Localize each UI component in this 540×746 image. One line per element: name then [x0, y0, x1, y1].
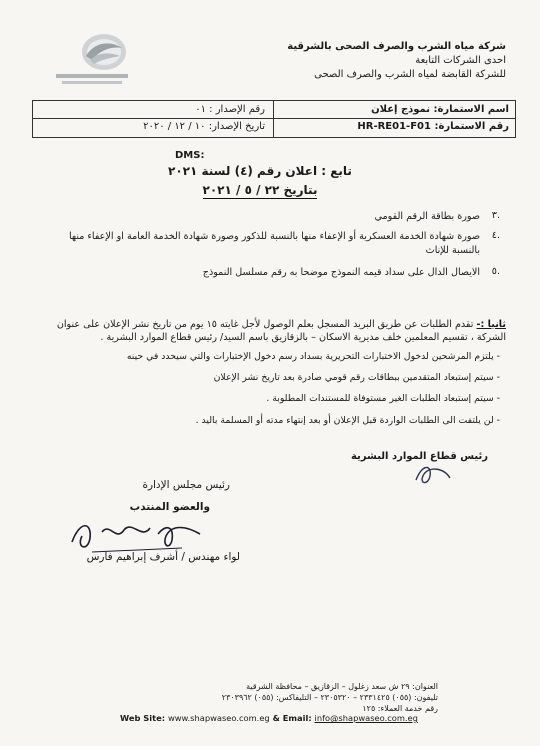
form-number: رقم الاستمارة: HR-RE01-F01: [357, 121, 509, 132]
list-item-number: ٥.: [491, 266, 500, 277]
form-name: اسم الاستمارة: نموذج إعلان: [371, 104, 509, 115]
section-two-text: تقدم الطلبات عن طريق البريد المسجل بعلم الوصول لأجل غايته ١٥ يوم من تاريخ نشر الإعلان على عنوان الشركة ، تقسيم المعلمين خلف مديرية الاسكان – بالزقازيق باسم السيد/ رئيس قطاع الموارد البشرية .: [56, 319, 506, 343]
list-item: صورة شهادة الخدمة العسكرية أو الإعفاء منها بالنسبة للذكور وصورة شهادة الخدمة العامة او الإعفاء منها بالنسبة للإناث: [68, 231, 480, 256]
issue-number: رقم الإصدار : ٠١: [195, 104, 265, 115]
dms-label: DMS:: [175, 150, 205, 161]
footer-hotline: رقم خدمة العملاء: ١٢٥: [362, 704, 438, 713]
issue-date: تاريخ الإصدار: ١٠ / ١٢ / ٢٠٢٠: [143, 121, 265, 132]
form-info-table: [32, 100, 516, 138]
bullet-item: - يلتزم المرشحين لدخول الاختبارات التحريرية بسداد رسم دخول الإختبارات والتي سيحدد في حينه: [126, 351, 500, 362]
chairman-title: رئيس مجلس الإدارة: [142, 479, 230, 491]
footer-address: العنوان: ٢٩ ش سعد زغلول – الزقازيق – محافظة الشرقية: [246, 682, 438, 691]
bullet-item: - سيتم إستبعاد الطلبات الغير مستوفاة للمستندات المطلوبة .: [266, 393, 500, 404]
list-item: الايصال الدال على سداد قيمه النموذج موضحا به رقم مسلسل النموذج: [202, 267, 480, 278]
general-name: لواء مهندس / أشرف إبراهيم فارس: [86, 551, 240, 563]
list-item-number: ٣.: [491, 210, 500, 221]
website-link[interactable]: www.shapwaseo.com.eg: [167, 713, 270, 723]
company-name: شركة مياه الشرب والصرف الصحى بالشرقية: [287, 41, 506, 52]
announcement-date: بتاريخ ٢٢ / ٥ / ٢٠٢١: [202, 183, 318, 197]
footer-phone: تليفون: (٠٥٥) ٢٣٣١٤٢٥ – ٢٣٠٥٣٢٠ – التليفاكس: (٠٥٥) ٢٣٠٣٩٦٢: [221, 693, 438, 702]
bullet-item: - سيتم إستبعاد المتقدمين ببطاقات رقم قومي صادرة بعد تاريخ نشر الإعلان: [213, 372, 500, 383]
list-item-number: ٤.: [491, 230, 500, 241]
holding-line: للشركة القابضة لمياه الشرب والصرف الصحى: [314, 69, 506, 80]
announcement-title: تابع : اعلان رقم (٤) لسنة ٢٠٢١: [168, 164, 352, 178]
footer-web: Web Site: www.shapwaseo.com.eg & Email: info@shapwaseo.com.eg: [120, 713, 418, 723]
hr-head-title: رئيس قطاع الموارد البشرية: [350, 451, 488, 462]
delegated-title: والعضو المنتدب: [129, 501, 210, 513]
list-item: صورة بطاقة الرقم القومي: [374, 211, 480, 222]
footer-contact: [118, 681, 438, 714]
email-link[interactable]: info@shapwaseo.com.eg: [314, 713, 418, 723]
section-two: [30, 318, 506, 344]
bullet-item: - لن يلتفت الى الطلبات الواردة قبل الإعلان أو بعد إنتهاء مدته أو المسلمة باليد .: [195, 415, 500, 426]
company-logo: [52, 30, 132, 92]
affiliate-line: احدى الشركات التابعة: [415, 55, 506, 66]
company-logo-icon: [52, 30, 132, 92]
section-two-label: ثانيا :-: [476, 319, 506, 330]
hr-signature-icon: [408, 460, 458, 490]
company-header: [206, 40, 506, 82]
